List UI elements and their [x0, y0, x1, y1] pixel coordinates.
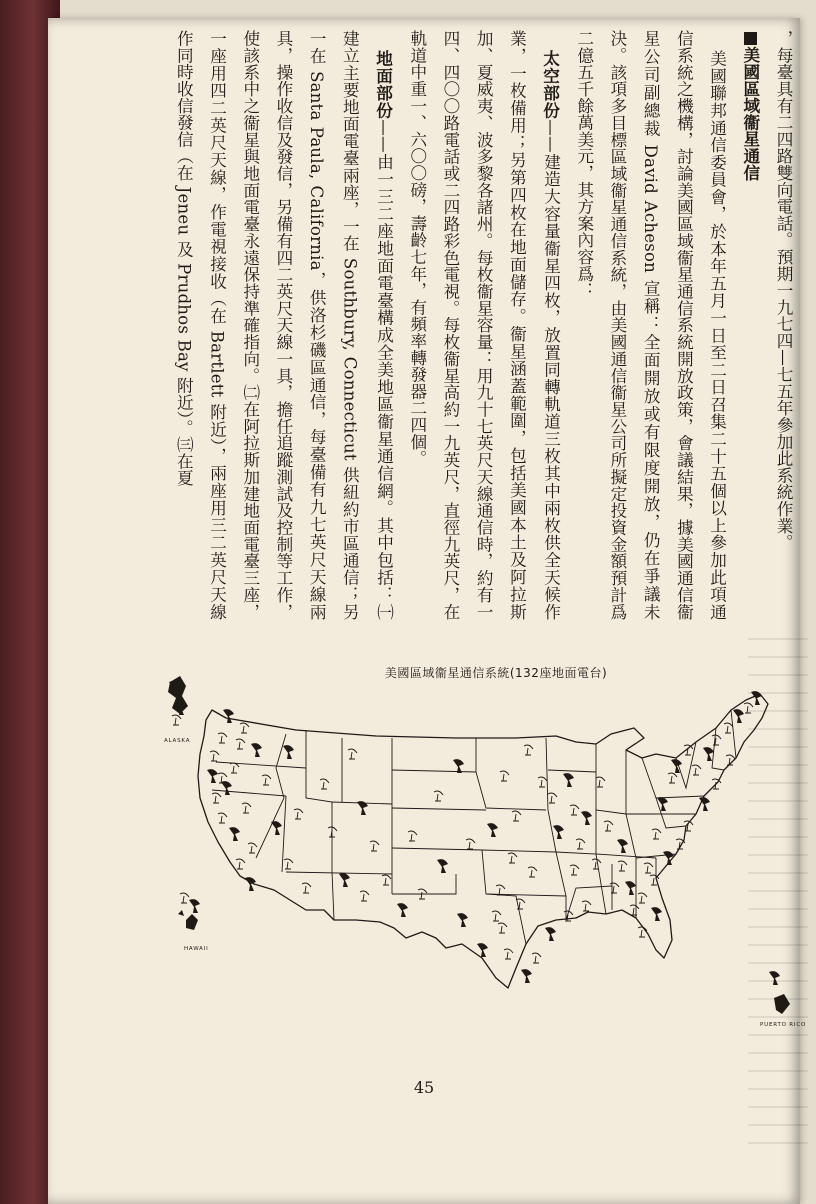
small-antenna-icon — [508, 853, 517, 863]
small-antenna-icon — [712, 735, 721, 745]
map-title: 美國區域衞星通信系統(132座地面電台) — [384, 666, 608, 680]
intro-paragraph: ，每臺具有二四路雙向電話。預期一九七四—七五年參加此系統作業。 — [774, 30, 793, 551]
state-line — [596, 744, 626, 814]
dish-antenna-icon — [651, 907, 662, 921]
small-antenna-icon — [570, 865, 579, 875]
state-line — [392, 874, 456, 894]
dish-antenna-icon — [437, 859, 448, 873]
small-antenna-icon — [512, 811, 521, 821]
small-antenna-icon — [504, 949, 513, 959]
state-line — [556, 852, 566, 920]
small-antenna-icon — [382, 875, 391, 885]
small-antenna-icon — [638, 927, 647, 937]
small-antenna-icon — [724, 723, 733, 733]
space-paragraph — [401, 30, 568, 620]
small-antenna-icon — [236, 739, 245, 749]
small-antenna-icon — [218, 813, 227, 823]
dish-antenna-icon — [703, 747, 714, 761]
small-antenna-icon — [302, 883, 311, 893]
small-antenna-icon — [434, 791, 443, 801]
small-antenna-icon — [582, 901, 591, 911]
small-antenna-icon — [360, 891, 369, 901]
state-line — [482, 850, 556, 852]
dish-antenna-icon — [457, 913, 468, 927]
dish-antenna-icon — [223, 709, 234, 723]
state-line — [546, 738, 556, 852]
dish-antenna-icon — [397, 903, 408, 917]
section-heading — [734, 30, 767, 620]
small-antenna-icon — [242, 803, 251, 813]
small-antenna-icon — [370, 841, 379, 851]
small-antenna-icon — [210, 751, 219, 761]
dish-antenna-icon — [207, 769, 218, 783]
small-antenna-icon — [328, 827, 337, 837]
small-antenna-icon — [230, 763, 239, 773]
state-line — [476, 772, 546, 810]
state-line — [216, 762, 306, 768]
small-antenna-icon — [408, 831, 417, 841]
small-antenna-icon — [668, 773, 677, 783]
small-antenna-icon — [610, 883, 619, 893]
small-antenna-icon — [576, 839, 585, 849]
small-antenna-icon — [524, 745, 533, 755]
small-antenna-icon — [262, 775, 271, 785]
dish-antenna-icon — [617, 839, 628, 853]
us-map-svg — [156, 658, 816, 1098]
small-antenna-icon — [180, 893, 189, 903]
section-heading-text: 美國區域衞星通信 — [740, 46, 761, 181]
small-antenna-icon — [604, 821, 613, 831]
dish-antenna-icon — [625, 881, 636, 895]
dish-antenna-icon — [229, 827, 240, 841]
state-line — [712, 728, 724, 770]
small-antenna-icon — [538, 777, 547, 787]
dish-antenna-icon — [581, 811, 592, 825]
ground-section-label: 地面部份 — [373, 49, 394, 120]
ground-section-text: ——由一三二座地面電臺構成全美地區衞星通信網。其中包括：㈠建立主要地面電臺兩座，一在 Southbury, Connecticut 供紐約市區通信；另一在 Santa Paula, California，供洛杉磯區通信，每臺備有九七英尺天線兩具，操作收信及發信，另備有四二英尺天線一具，擔任追蹤測試及控制等工作，使該系中之衞星與地面電臺永遠保持準確指向。㈡在阿拉斯加建地面電臺三座，一座用四二英尺天線，作電視接收（在 Bartlett 附近），兩座用三二英尺天線作同時收信發信（在 Jeneu 及 Prudhos Bay 附近）。㈢在夏 — [174, 30, 394, 621]
dish-antenna-icon — [271, 821, 282, 835]
us-map-figure — [156, 658, 816, 1098]
puerto-rico-island — [774, 994, 790, 1014]
square-bullet-icon — [744, 32, 757, 45]
small-antenna-icon — [294, 809, 303, 819]
alaska-label: ALASKA — [164, 738, 191, 744]
small-antenna-icon — [592, 859, 601, 869]
main-paragraph: 美國聯邦通信委員會，於本年五月一日至二日召集二十五個以上參加此項通信系統之機構，討論美國區域衞星通信系統開放政策，會議結果，據美國通信衞星公司副總裁 David Acheson 宣稱：全面開放或有限度開放，仍在爭議未決。該項多目標區域衞星通信系統，由美國通信衞星公司所擬定投資金額預計爲二億五千餘萬美元，其方案內容爲： — [574, 30, 727, 620]
dish-antenna-icon — [251, 743, 262, 757]
state-line — [392, 808, 486, 810]
state-line — [286, 872, 392, 874]
hawaii-label: HAWAII — [184, 946, 209, 952]
ground-paragraph — [167, 30, 400, 620]
puerto-rico-label: PUERTO RICO — [760, 1022, 807, 1028]
small-antenna-icon — [320, 779, 329, 789]
small-antenna-icon — [218, 733, 227, 743]
small-antenna-icon — [212, 793, 221, 803]
article-text-block — [130, 26, 800, 621]
page-number: 45 — [413, 1078, 435, 1097]
small-antenna-icon — [652, 829, 661, 839]
state-line — [306, 730, 332, 872]
dish-antenna-icon — [487, 823, 498, 837]
small-antenna-icon — [618, 861, 627, 871]
small-antenna-icon — [498, 923, 507, 933]
small-antenna-icon — [638, 893, 647, 903]
small-antenna-icon — [466, 839, 475, 849]
state-line — [548, 770, 596, 772]
book-page — [48, 18, 807, 1204]
small-antenna-icon — [284, 859, 293, 869]
dish-antenna-icon — [453, 759, 464, 773]
small-antenna-icon — [248, 843, 257, 853]
small-antenna-icon — [596, 777, 605, 787]
state-line — [212, 790, 286, 796]
dish-antenna-icon — [339, 873, 350, 887]
dish-antenna-icon — [733, 709, 744, 723]
dish-antenna-icon — [283, 745, 294, 759]
small-antenna-icon — [496, 885, 505, 895]
dish-antenna-icon — [769, 971, 780, 985]
dish-antenna-icon — [189, 899, 200, 913]
dish-antenna-icon — [545, 927, 556, 941]
dish-antenna-icon — [521, 969, 532, 983]
dish-antenna-icon — [563, 773, 574, 787]
puerto-rico-shape — [774, 994, 790, 1014]
small-antenna-icon — [570, 805, 579, 815]
antenna-layer — [169, 681, 780, 985]
small-antenna-icon — [348, 749, 357, 759]
small-antenna-icon — [644, 863, 653, 873]
space-section-text: ——建造大容量衞星四枚，放置同轉軌道三枚其中兩枚供全天候作業，一枚備用；另第四枚在地面儲存。衞星涵蓋範圍，包括美國本土及阿拉斯加、夏威夷、波多黎各諸州。每枚衞星容量：用九十七英尺天線通信時，約有一四、四〇〇路電話或二四路彩色電視。每枚衞星高約一九英尺，直徑九英尺，在軌道中重一、六〇〇磅，壽齡七年，有頻率轉發器二四個。 — [407, 30, 561, 621]
state-line — [596, 810, 656, 858]
small-antenna-icon — [492, 911, 501, 921]
dish-antenna-icon — [751, 691, 762, 705]
state-line — [282, 796, 286, 872]
state-line — [332, 872, 334, 920]
small-antenna-icon — [692, 765, 701, 775]
small-antenna-icon — [630, 905, 639, 915]
dish-antenna-icon — [553, 825, 564, 839]
small-antenna-icon — [528, 867, 537, 877]
small-antenna-icon — [172, 715, 181, 725]
small-antenna-icon — [532, 953, 541, 963]
vertical-text — [167, 30, 800, 620]
small-antenna-icon — [500, 771, 509, 781]
small-antenna-icon — [744, 703, 753, 713]
state-line — [392, 738, 476, 772]
space-section-label: 太空部份 — [540, 49, 561, 120]
small-antenna-icon — [236, 859, 245, 869]
small-antenna-icon — [240, 723, 249, 733]
dish-antenna-icon — [657, 797, 668, 811]
state-line — [731, 710, 736, 758]
small-antenna-icon — [548, 793, 557, 803]
state-line — [482, 850, 526, 944]
